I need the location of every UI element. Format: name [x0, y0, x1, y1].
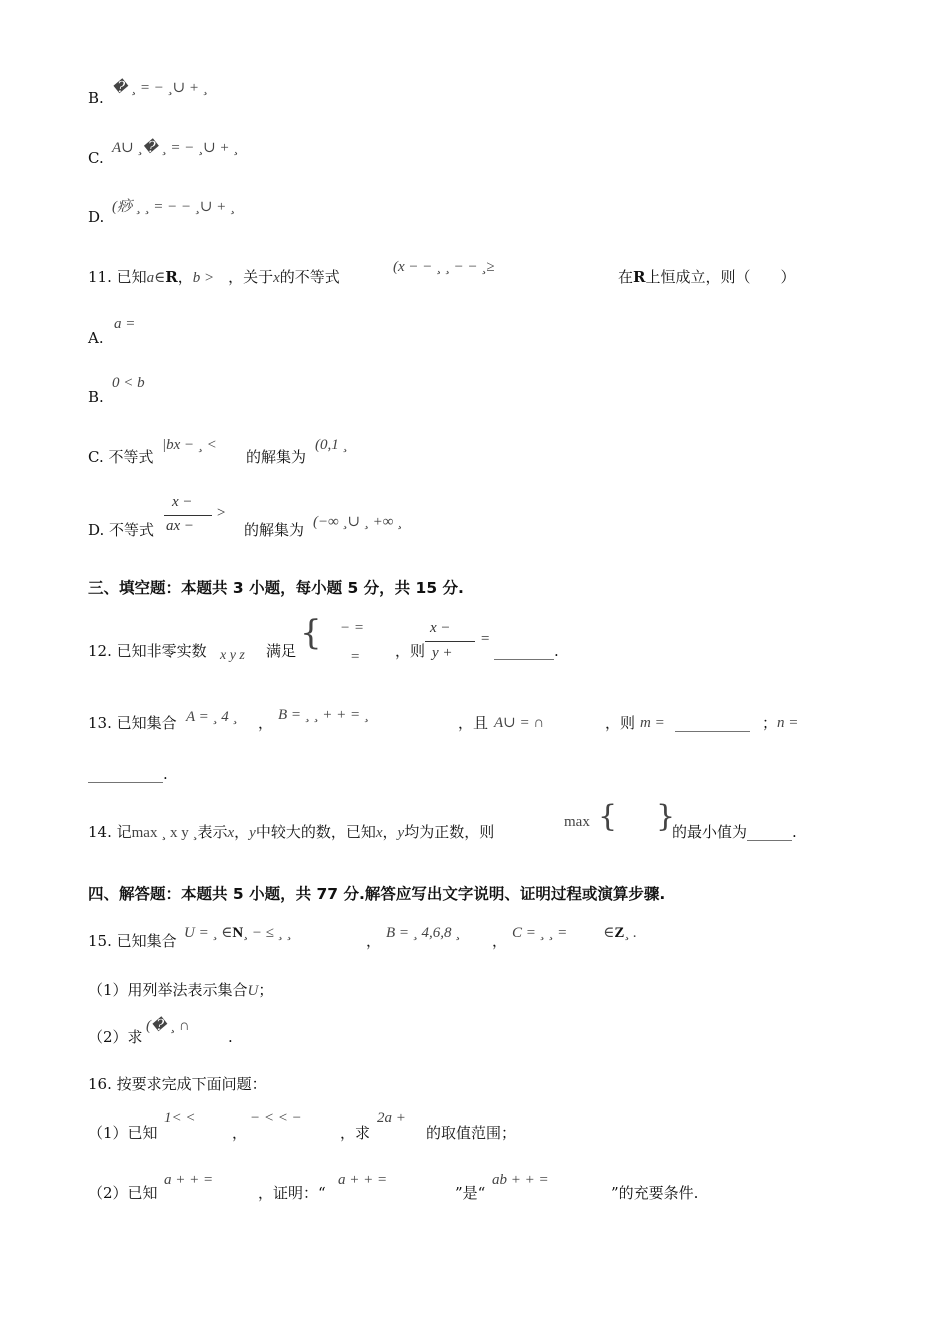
text: 中较大的数，已知	[255, 823, 376, 841]
q13-num: 13. 已知集合	[88, 714, 177, 732]
answer-blank: ______.	[747, 823, 797, 841]
option-label: C.	[88, 149, 104, 167]
math-x: x	[273, 270, 280, 286]
comma: ，	[366, 932, 382, 950]
text: 均为正数，则	[404, 823, 495, 841]
q11-inequality: (x − − ¸ ¸ − − ¸≥	[393, 259, 495, 275]
math-N: N	[232, 925, 244, 941]
q15-part-2: （2）求	[88, 1028, 143, 1046]
q15-part-1	[88, 980, 273, 1001]
q11-option-a-math: a =	[114, 316, 136, 332]
q12-blank: ________.	[494, 642, 559, 660]
q16-part-2-math1: a + + =	[164, 1172, 214, 1188]
q16-part-2-mid: ”是“	[455, 1184, 486, 1202]
math-x: x	[375, 825, 383, 841]
q16-part-1-label: （1）已知	[88, 1124, 158, 1142]
q15-set-c	[512, 923, 637, 943]
q16-part-2-end: ”的充要条件.	[611, 1184, 699, 1202]
math-R: R	[633, 268, 646, 286]
q11-option-d-set: (−∞ ¸∪ ¸ +∞ ¸	[313, 514, 403, 530]
q10-option-d	[88, 207, 104, 227]
q12-eq: =	[480, 631, 491, 647]
q12-num: 12. 已知非零实数	[88, 642, 207, 660]
math-b-gt: b >	[192, 270, 215, 286]
q15-num: 15. 已知集合	[88, 932, 177, 950]
left-brace-icon: {	[300, 613, 322, 653]
math-Z: Z	[614, 925, 625, 941]
math: C = ¸ ¸ =	[512, 925, 568, 941]
q12-denominator: y +	[432, 645, 453, 661]
q12-ze: ，则	[395, 642, 426, 660]
q16-part-1-math1: 1< <	[164, 1110, 196, 1126]
comma: ，	[232, 1124, 248, 1142]
semicolon: ；	[762, 714, 778, 732]
q16-part-2-prove: ，证明：“	[258, 1184, 326, 1202]
right-brace-icon: }	[656, 799, 676, 834]
q12-eq2: =	[350, 649, 361, 665]
question-number: 11. 已知	[88, 268, 147, 286]
q13-blank-m: __________	[675, 714, 750, 732]
math: ∈	[603, 925, 615, 941]
section-3-title: 三、填空题：本题共 3 小题，每小题 5 分，共 15 分.	[88, 579, 464, 597]
comma: ，	[258, 714, 274, 732]
q12-mid: 满足	[266, 642, 297, 660]
q16-part-1-math2: − < < −	[250, 1110, 302, 1126]
q15-set-b: B = ¸ 4,6,8 ¸	[386, 925, 461, 941]
q16-part-2-label: （2）已知	[88, 1184, 158, 1202]
text: （1）用列举法表示集合	[88, 981, 248, 999]
math-max: max ¸ x y ¸	[131, 825, 198, 841]
q16-part-1-math3: 2a +	[377, 1110, 406, 1126]
q11-option-c-set: (0,1 ¸	[315, 437, 348, 453]
q16-num: 16. 按要求完成下面问题：	[88, 1075, 267, 1093]
q12-numerator: x −	[430, 620, 451, 636]
math: U = ¸ ∈	[184, 925, 233, 941]
text: ，关于	[228, 268, 274, 286]
q13-n: n =	[777, 715, 799, 731]
q10-option-b	[88, 88, 104, 108]
text: ；	[258, 981, 274, 999]
q11-option-d-denominator: ax −	[166, 518, 195, 534]
q11-stem	[88, 267, 340, 288]
fraction-bar	[164, 515, 212, 516]
q13-set-a: A = ¸ 4 ¸	[186, 709, 238, 725]
q14-stem	[88, 822, 494, 843]
comma: ，	[492, 932, 508, 950]
option-label: B.	[88, 89, 104, 107]
q16-part-2-math2: a + + =	[338, 1172, 388, 1188]
q10-option-b-math: � ¸ = − ¸∪ + ¸	[112, 80, 208, 96]
math-a-in: a∈	[146, 270, 166, 286]
q13-blank-n: __________.	[88, 765, 168, 783]
fraction-bar	[425, 641, 475, 642]
q11-option-d-label: D. 不等式	[88, 521, 155, 539]
math-x: x	[227, 825, 235, 841]
q13-qie: ，且	[458, 714, 489, 732]
section-4-title: 四、解答题：本题共 5 小题，共 77 分.解答应写出文字说明、证明过程或演算步骤.	[88, 885, 666, 903]
q13-condition: A∪ = ∩	[494, 715, 545, 731]
q11-option-c-label: C. 不等式	[88, 448, 154, 466]
q10-option-c	[88, 148, 104, 168]
math-U: U	[247, 983, 259, 999]
q13-m: m =	[640, 715, 665, 731]
q15-set-u	[184, 923, 292, 943]
q11-option-c-mid: 的解集为	[246, 448, 307, 466]
text: 表示	[197, 823, 228, 841]
q14-max: max	[564, 814, 590, 830]
q13-ze: ，则	[605, 714, 636, 732]
q15-part-2-math: (� ¸ ∩	[146, 1018, 190, 1034]
q11-stem-tail	[618, 267, 796, 287]
text: 的不等式	[279, 268, 340, 286]
comma: ，	[382, 823, 398, 841]
q16-part-2-math3: ab + + =	[492, 1172, 549, 1188]
option-label: D.	[88, 208, 105, 226]
q11-option-d-mid: 的解集为	[244, 521, 305, 539]
q11-option-d-gt: >	[216, 505, 227, 521]
text: 的最小值为	[672, 823, 748, 841]
left-brace-icon: {	[598, 799, 618, 834]
comma: ，	[234, 823, 250, 841]
math: ¸ − ≤ ¸ ¸	[243, 925, 292, 941]
math-R: R	[165, 268, 178, 286]
text: 在	[618, 268, 634, 286]
q11-option-a-label: A.	[88, 329, 104, 347]
q11-option-d-numerator: x −	[172, 494, 193, 510]
comma: ，	[177, 268, 193, 286]
q13-set-b: B = ¸ ¸ + + = ¸	[278, 707, 369, 723]
q11-option-c-math: |bx − ¸ <	[162, 437, 217, 453]
math-y: y	[397, 825, 405, 841]
math: ¸ .	[624, 925, 637, 941]
q12-eq1: − =	[340, 620, 364, 636]
question-number: 14. 记	[88, 823, 132, 841]
period: .	[228, 1028, 233, 1046]
q11-option-b-label: B.	[88, 388, 104, 406]
q12-vars: x y z	[220, 648, 245, 663]
q10-option-d-math: (痧 ¸ ¸ = − − ¸∪ + ¸	[112, 199, 236, 215]
math-y: y	[249, 825, 256, 841]
q16-part-1-end: 的取值范围；	[426, 1124, 517, 1142]
q11-option-b-math: 0 < b	[112, 375, 145, 391]
text: 上恒成立，则（ ）	[645, 268, 796, 286]
q14-tail	[672, 822, 797, 842]
q16-part-1-ask: ，求	[340, 1124, 371, 1142]
q10-option-c-math: A∪ ¸� ¸ = − ¸∪ + ¸	[112, 140, 239, 156]
